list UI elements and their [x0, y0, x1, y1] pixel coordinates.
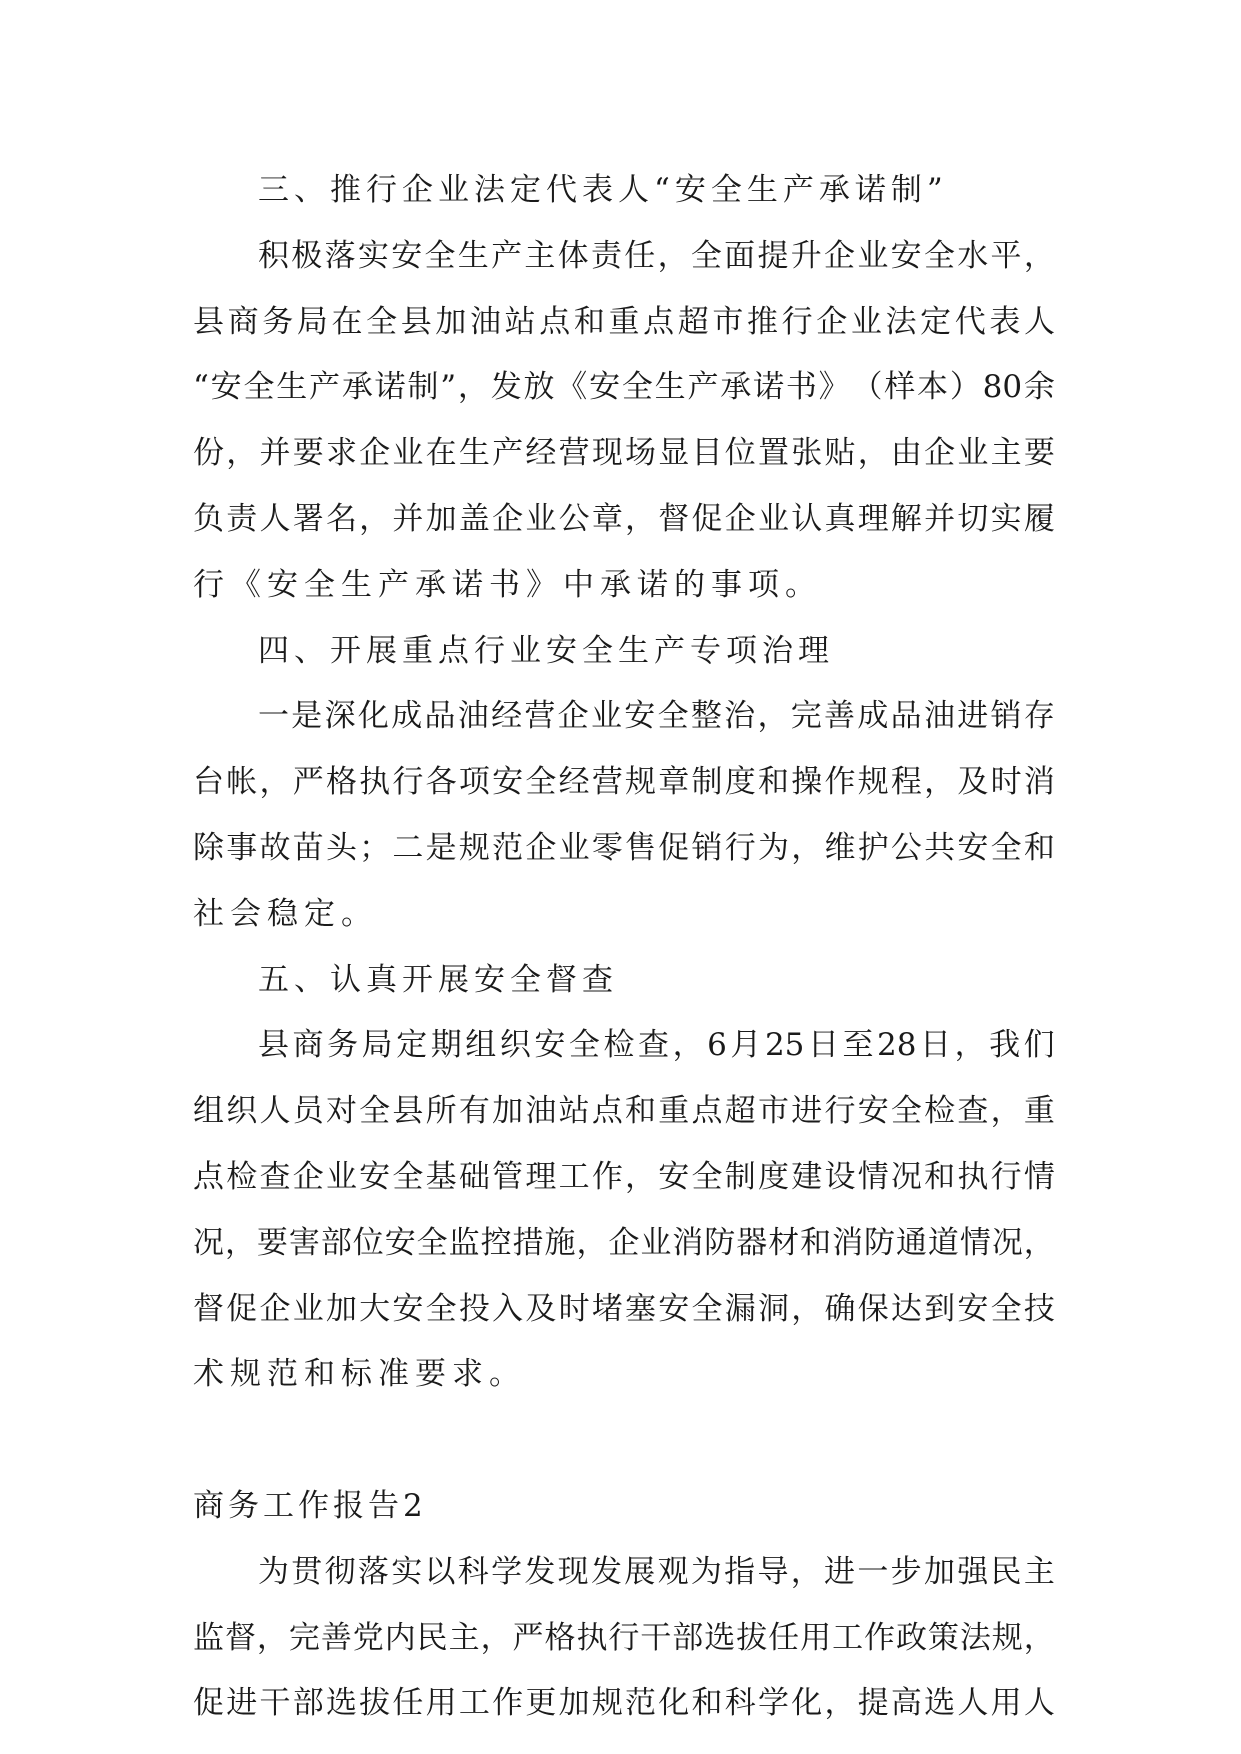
text-line: 况 ， 要 害 部 位 安 全 监 控 措 施 ， 企 业 消 防 器 材 和 消 防 通 道 情 况 ，	[193, 1224, 1055, 1261]
section-title: 商务工作报告2	[193, 1487, 427, 1524]
document-body	[193, 158, 1055, 1737]
text-line	[193, 1408, 1055, 1474]
text-line: 监 督 ， 完 善 党 内 民 主 ， 严 格 执 行 干 部 选 拔 任 用 工 作 政 策 法 规 ，	[193, 1619, 1055, 1656]
text-line: 一 是 深 化 成 品 油 经 营 企 业 安 全 整 治 ， 完 善 成 品 油 进 销 存	[258, 698, 1055, 735]
text-line: 组 织 人 员 对 全 县 所 有 加 油 站 点 和 重 点 超 市 进 行 安 全 检 查 ， 重	[193, 1093, 1055, 1130]
text-line: 点 检 查 企 业 安 全 基 础 管 理 工 作 ， 安 全 制 度 建 设 情 况 和 执 行 情	[193, 1158, 1055, 1195]
section-heading: 四、开展重点行业安全生产专项治理	[258, 632, 834, 669]
text-line: 台 帐 ， 严 格 执 行 各 项 安 全 经 营 规 章 制 度 和 操 作 规 程 ， 及 时 消	[193, 764, 1055, 801]
text-line: 负 责 人 署 名 ， 并 加 盖 企 业 公 章 ， 督 促 企 业 认 真 理 解 并 切 实 履	[193, 500, 1055, 537]
text-line: 为 贯 彻 落 实 以 科 学 发 现 发 展 观 为 指 导 ， 进 一 步 加 强 民 主	[258, 1553, 1055, 1590]
text-line: 县 商 务 局 定 期 组 织 安 全 检 查 ， 6 月 25 日 至 28 日 ， 我 们	[258, 1027, 1055, 1064]
text-line: 份 ， 并 要 求 企 业 在 生 产 经 营 现 场 显 目 位 置 张 贴 ， 由 企 业 主 要	[193, 435, 1055, 472]
text-line: 县 商 务 局 在 全 县 加 油 站 点 和 重 点 超 市 推 行 企 业 法 定 代 表 人	[193, 303, 1055, 340]
section-heading: 三、推行企业法定代表人“安全生产承诺制”	[258, 172, 948, 208]
text-line: 除 事 故 苗 头 ； 二 是 规 范 企 业 零 售 促 销 行 为 ， 维 护 公 共 安 全 和	[193, 829, 1055, 866]
section-heading: 五、认真开展安全督查	[258, 961, 618, 998]
text-line: 行《安全生产承诺书》中承诺的事项。	[193, 566, 822, 603]
text-line: “ 安 全 生 产 承 诺 制 ” ， 发 放 《 安 全 生 产 承 诺 书 》 （ 样 本 ） 80 余	[193, 369, 1055, 406]
text-line: 促 进 干 部 选 拔 任 用 工 作 更 加 规 范 化 和 科 学 化 ， 提 高 选 人 用 人	[193, 1685, 1055, 1722]
text-line: 术规范和标准要求。	[193, 1356, 526, 1393]
text-line: 社会稳定。	[193, 895, 378, 932]
text-line: 积 极 落 实 安 全 生 产 主 体 责 任 ， 全 面 提 升 企 业 安 全 水 平 ，	[258, 237, 1055, 274]
text-line: 督 促 企 业 加 大 安 全 投 入 及 时 堵 塞 安 全 漏 洞 ， 确 保 达 到 安 全 技	[193, 1290, 1055, 1327]
